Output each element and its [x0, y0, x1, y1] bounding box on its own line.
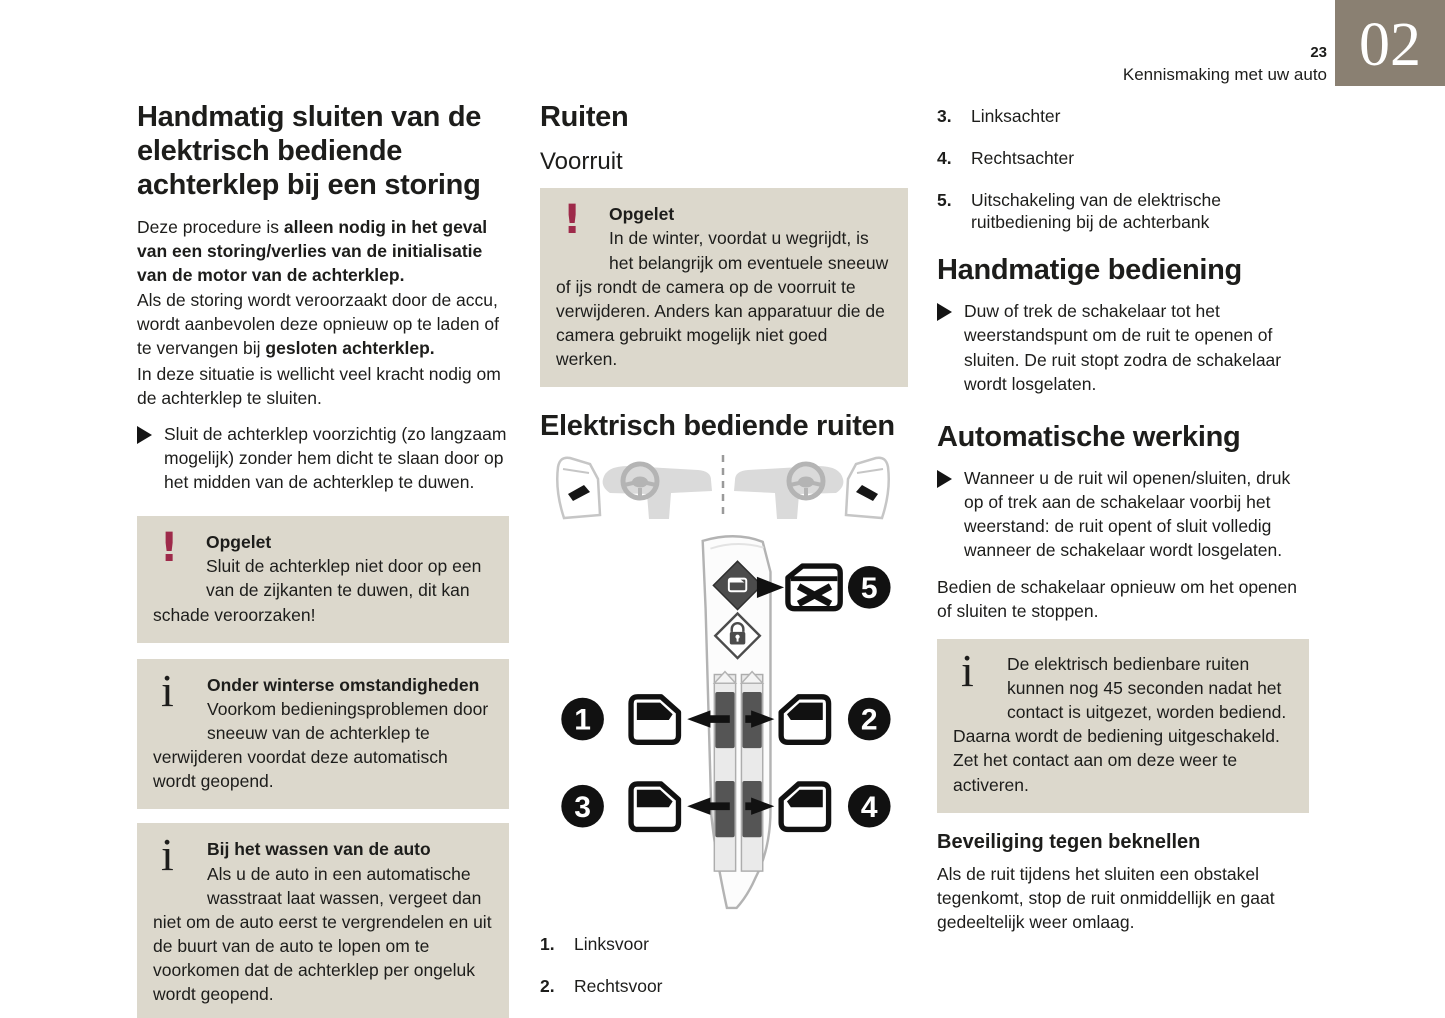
callout-2-badge: [848, 698, 891, 741]
legend-item: [937, 147, 1309, 170]
legend-number: 3.: [937, 106, 952, 126]
callout-3-badge: [561, 785, 604, 828]
chapter-number-badge: 02: [1335, 0, 1445, 86]
legend-label: Linksvoor: [574, 934, 649, 955]
legend-number: 4.: [937, 147, 952, 168]
svg-text:5: 5: [860, 572, 878, 606]
warning-box-windscreen: [540, 188, 908, 387]
page-number: 23: [1310, 44, 1327, 61]
callout-1-badge: [561, 698, 604, 741]
legend-label: Linksachter: [971, 106, 1061, 126]
middle-column: [540, 100, 908, 1017]
warning-text: Sluit de achterklep niet door op een van de zijkanten te duwen, dit kan schade veroorzaken!: [153, 556, 482, 625]
info-icon: i: [961, 644, 974, 696]
legend-label: Uitschakeling van de elektrische ruitbediening bij de achterbank: [971, 189, 1221, 233]
svg-text:1: 1: [574, 704, 591, 738]
callout-4-badge: [848, 785, 891, 828]
callout-5-badge: [848, 566, 891, 609]
legend-item: [540, 975, 908, 998]
paragraph: Als de ruit tijdens het sluiten een obstakel tegenkomt, stop de ruit onmiddellijk en gaat gedeeltelijk weer omlaag.: [937, 863, 1275, 932]
front-left-window-icon: [631, 697, 678, 743]
bullet-text: Duw of trek de schakelaar tot het weerstandspunt om de ruit te openen of sluiten. De ruit stopt zodra de schakelaar wordt losgelaten.: [964, 301, 1282, 394]
text-run-bold: gesloten achterklep.: [265, 338, 435, 359]
info-text: Als u de auto in een automatische wasstraat laat wassen, vergeet dan niet om de auto eerst te vergrendelen en uit de buurt van de auto te lopen om te voorkomen dat de achterklep per ongeluk wordt geopend.: [153, 863, 492, 1005]
bullet-text: Sluit de achterklep voorzichtig (zo langzaam mogelijk) zonder hem dicht te slaan door op het midden van de achterklep te duwen.: [164, 423, 507, 493]
legend-label: Rechtsvoor: [574, 976, 663, 997]
rear-windows-disable-icon: [788, 566, 840, 609]
lhd-dashboard: [557, 458, 712, 519]
front-right-window-icon: [781, 697, 828, 743]
info-box-winter: [137, 659, 509, 810]
warning-box: [137, 516, 509, 643]
bullet-text: Wanneer u de ruit wil openen/sluiten, druk op of trek aan de schakelaar voorbij het weerstand: de ruit opent of sluit volledig wanneer de schakelaar wordt losgelaten.: [964, 468, 1291, 561]
svg-text:4: 4: [860, 791, 878, 825]
heading-manual-tailgate: Handmatig sluiten van de elektrisch bediende achterklep bij een storing: [137, 101, 482, 202]
instruction-bullet: [137, 422, 509, 494]
warning-icon: !: [160, 525, 179, 572]
svg-text:3: 3: [574, 791, 591, 825]
heading-power-windows: Elektrisch bediende ruiten: [540, 410, 895, 443]
legend-item: [937, 105, 1309, 128]
chapter-title: Kennismaking met uw auto: [1122, 65, 1327, 84]
right-column: [937, 105, 1309, 934]
info-text: Voorkom bedieningsproblemen door sneeuw van de achterklep te verwijderen voordat deze automatisch wordt geopend.: [153, 698, 489, 792]
legend-number: 2.: [540, 976, 555, 997]
rhd-dashboard: [734, 458, 889, 519]
heading-windows: Ruiten: [540, 101, 629, 133]
instruction-bullet: [937, 466, 1309, 563]
info-text: De elektrisch bedienbare ruiten kunnen nog 45 seconden nadat het contact is uitgezet, worden bediend. Daarna wordt de bediening uitgeschakeld. Zet het contact aan om deze weer te activeren.: [953, 653, 1287, 795]
rear-left-window-icon: [631, 784, 678, 830]
legend-number: 5.: [937, 189, 952, 210]
warning-title: Opgelet: [609, 204, 675, 225]
left-column: [137, 100, 509, 1018]
legend-label: Rechtsachter: [971, 147, 1075, 168]
diagram-legend: [540, 933, 908, 998]
text-run-bold: alleen nodig in het geval van een storing/verlies van de initialisatie van de motor van de achterklep.: [137, 216, 488, 285]
warning-icon: !: [563, 197, 582, 244]
legend-item: [937, 189, 1309, 235]
info-title: Onder winterse omstandigheden: [207, 674, 480, 695]
info-icon: i: [161, 664, 174, 716]
window-switch-panel-diagram: [540, 527, 908, 915]
paragraph: Bedien de schakelaar opnieuw om het openen of sluiten te stoppen.: [937, 576, 1297, 621]
warning-title: Opgelet: [206, 532, 272, 553]
arrow-bullet-icon: [937, 303, 952, 321]
dashboard-illustration: [548, 449, 908, 523]
heading-anti-pinch: Beveiliging tegen beknellen: [937, 830, 1201, 853]
heading-manual-operation: Handmatige bediening: [937, 254, 1242, 286]
paragraph: [137, 215, 509, 287]
text-run: Als de storing wordt veroorzaakt door de accu, wordt aanbevolen deze opnieuw op te laden of te vervangen bij: [137, 290, 499, 359]
info-box-windows-timeout: [937, 639, 1309, 813]
info-icon: i: [161, 829, 174, 881]
diagram-legend-continued: [937, 105, 1309, 234]
legend-item: [540, 933, 908, 956]
info-title: Bij het wassen van de auto: [207, 839, 431, 860]
rear-right-window-icon: [781, 784, 828, 830]
warning-text: In de winter, voordat u wegrijdt, is het belangrijk om eventuele sneeuw of ijs rondt de camera op de voorruit te verwijderen. Anders kan apparatuur die de camera gebruikt mogelijk niet goed werken.: [556, 228, 889, 370]
arrow-bullet-icon: [137, 426, 152, 444]
text-run: Deze procedure is: [137, 216, 284, 237]
paragraph: In deze situatie is wellicht veel kracht nodig om de achterklep te sluiten.: [137, 363, 501, 408]
legend-number: 1.: [540, 934, 555, 955]
subheading-windscreen: Voorruit: [540, 148, 623, 176]
svg-text:2: 2: [860, 704, 878, 738]
info-box-carwash: [137, 823, 509, 1018]
arrow-bullet-icon: [937, 470, 952, 488]
paragraph: [137, 288, 509, 360]
instruction-bullet: [937, 299, 1309, 396]
heading-automatic-operation: Automatische werking: [937, 420, 1241, 453]
